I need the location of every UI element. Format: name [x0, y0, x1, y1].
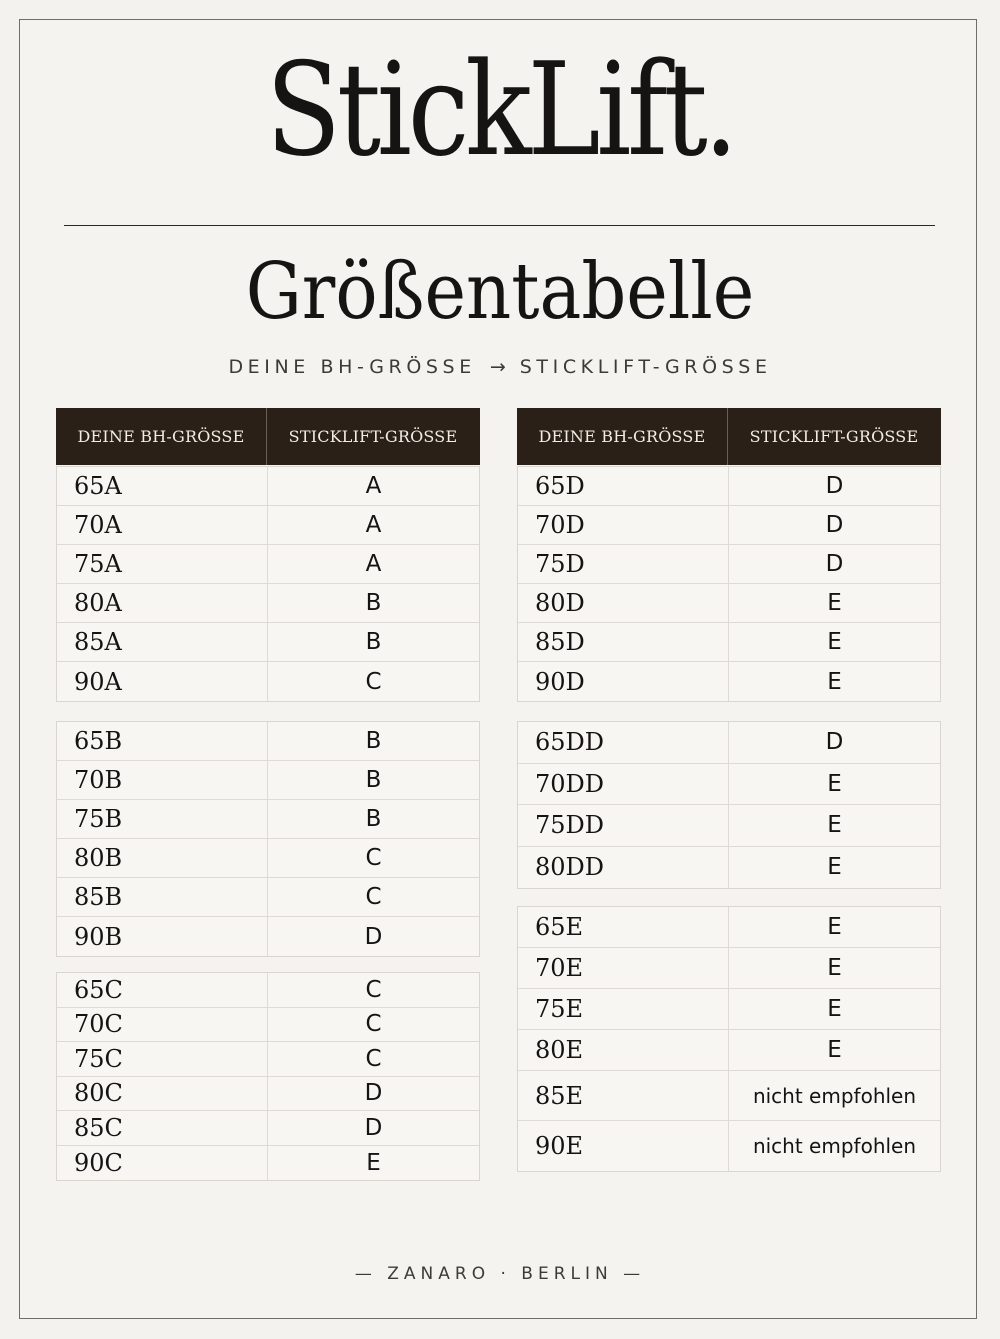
column-header-bh: DEINE BH-GRÖSSE: [56, 408, 267, 465]
bh-size-cell: 75C: [57, 1042, 268, 1076]
sticklift-size-cell: B: [365, 767, 382, 793]
table-header-right: [517, 408, 941, 465]
table-row: [57, 1111, 479, 1146]
sticklift-size-cell: D: [825, 512, 844, 538]
table-row: [57, 878, 479, 917]
bh-size-cell: 65DD: [518, 722, 729, 763]
divider: [64, 225, 935, 226]
bh-size-cell: 80E: [518, 1030, 729, 1070]
sticklift-size-cell: A: [365, 473, 382, 499]
size-group-a: [56, 466, 480, 702]
bh-size-cell: 65C: [57, 973, 268, 1007]
size-group-b: [56, 721, 480, 957]
sticklift-size-cell: A: [365, 512, 382, 538]
table-row: [57, 722, 479, 761]
table-header-left: [56, 408, 480, 465]
bh-size-cell: 65E: [518, 907, 729, 947]
table-row: [518, 805, 940, 847]
subtitle: [0, 356, 1000, 378]
table-row: [518, 584, 940, 623]
table-row: [57, 1077, 479, 1112]
table-row: [57, 662, 479, 701]
bh-size-cell: 85D: [518, 623, 729, 661]
table-row: [518, 1071, 940, 1121]
sticklift-size-cell: E: [827, 1037, 842, 1063]
bh-size-cell: 90E: [518, 1121, 729, 1171]
table-row: [57, 1008, 479, 1043]
sticklift-size-cell: B: [365, 590, 382, 616]
sticklift-size-cell: D: [364, 923, 383, 950]
table-row: [57, 839, 479, 878]
table-row: [518, 989, 940, 1030]
bh-size-cell: 85B: [57, 878, 268, 916]
table-row: [518, 662, 940, 701]
sticklift-size-cell: C: [365, 1011, 382, 1038]
arrow-icon: →: [489, 356, 506, 378]
table-row: [57, 506, 479, 545]
table-row: [518, 1121, 940, 1171]
sticklift-size-cell: B: [365, 629, 382, 655]
table-row: [57, 973, 479, 1008]
page-title: Größentabelle: [245, 247, 755, 337]
bh-size-cell: 70DD: [518, 764, 729, 805]
sticklift-size-cell: C: [365, 976, 382, 1003]
bh-size-cell: 75E: [518, 989, 729, 1029]
sticklift-size-cell: D: [825, 473, 844, 499]
subtitle-left: DEINE BH-GRÖSSE: [228, 356, 476, 378]
sticklift-size-cell: D: [364, 1080, 383, 1107]
bh-size-cell: 85A: [57, 623, 268, 661]
bh-size-cell: 70E: [518, 948, 729, 988]
table-row: [518, 722, 940, 764]
bh-size-cell: 70D: [518, 506, 729, 544]
bh-size-cell: 80D: [518, 584, 729, 622]
size-group-d: [517, 466, 941, 702]
bh-size-cell: 90B: [57, 917, 268, 956]
sticklift-size-cell: E: [827, 996, 842, 1022]
sticklift-size-cell: D: [825, 729, 844, 756]
table-row: [518, 467, 940, 506]
size-group-c: [56, 972, 480, 1181]
sticklift-size-cell: E: [827, 914, 842, 940]
bh-size-cell: 65B: [57, 722, 268, 760]
bh-size-cell: 75B: [57, 800, 268, 838]
sticklift-size-cell: C: [365, 884, 382, 910]
sticklift-size-cell: B: [365, 806, 382, 832]
sticklift-size-cell: E: [366, 1149, 381, 1176]
size-group-e: [517, 906, 941, 1172]
sticklift-size-cell: nicht empfohlen: [752, 1134, 917, 1158]
table-row: [57, 800, 479, 839]
column-header-bh: DEINE BH-GRÖSSE: [517, 408, 728, 465]
bh-size-cell: 70B: [57, 761, 268, 799]
table-row: [518, 764, 940, 806]
bh-size-cell: 90D: [518, 662, 729, 701]
table-row: [57, 467, 479, 506]
bh-size-cell: 80B: [57, 839, 268, 877]
size-group-dd: [517, 721, 941, 889]
sticklift-size-cell: E: [827, 629, 842, 655]
bh-size-cell: 75DD: [518, 805, 729, 846]
sticklift-size-cell: B: [365, 728, 382, 754]
table-row: [57, 584, 479, 623]
bh-size-cell: 80DD: [518, 847, 729, 889]
table-row: [57, 1146, 479, 1181]
table-row: [57, 917, 479, 956]
table-row: [518, 545, 940, 584]
column-header-sticklift: STICKLIFT-GRÖSSE: [288, 427, 458, 446]
bh-size-cell: 85C: [57, 1111, 268, 1145]
bh-size-cell: 70A: [57, 506, 268, 544]
table-row: [518, 948, 940, 989]
sticklift-size-cell: nicht empfohlen: [752, 1083, 917, 1108]
table-row: [57, 1042, 479, 1077]
bh-size-cell: 80A: [57, 584, 268, 622]
bh-size-cell: 80C: [57, 1077, 268, 1111]
table-row: [518, 623, 940, 662]
table-row: [57, 545, 479, 584]
sticklift-size-cell: D: [825, 551, 844, 577]
sticklift-size-cell: E: [827, 854, 842, 881]
table-row: [57, 761, 479, 800]
sticklift-size-cell: E: [827, 955, 842, 981]
sticklift-size-cell: C: [365, 668, 382, 695]
bh-size-cell: 85E: [518, 1071, 729, 1120]
bh-size-cell: 65A: [57, 467, 268, 505]
bh-size-cell: 90C: [57, 1146, 268, 1181]
table-row: [518, 1030, 940, 1071]
sticklift-size-cell: A: [365, 551, 382, 577]
subtitle-right: STICKLIFT-GRÖSSE: [519, 356, 772, 378]
sticklift-size-cell: D: [364, 1114, 383, 1141]
bh-size-cell: 65D: [518, 467, 729, 505]
sticklift-size-cell: E: [827, 812, 842, 839]
sticklift-size-cell: E: [827, 590, 842, 616]
bh-size-cell: 90A: [57, 662, 268, 701]
sticklift-size-cell: E: [827, 668, 842, 695]
table-row: [518, 847, 940, 889]
bh-size-cell: 70C: [57, 1008, 268, 1042]
table-row: [57, 623, 479, 662]
bh-size-cell: 75D: [518, 545, 729, 583]
sticklift-size-cell: E: [827, 770, 842, 797]
bh-size-cell: 75A: [57, 545, 268, 583]
table-row: [518, 907, 940, 948]
sticklift-size-cell: C: [365, 1045, 382, 1072]
footer-brand: — ZANARO · BERLIN —: [354, 1264, 646, 1284]
table-row: [518, 506, 940, 545]
sticklift-size-cell: C: [365, 845, 382, 871]
brand-logo: StickLift.: [265, 36, 735, 185]
column-header-sticklift: STICKLIFT-GRÖSSE: [749, 427, 919, 446]
